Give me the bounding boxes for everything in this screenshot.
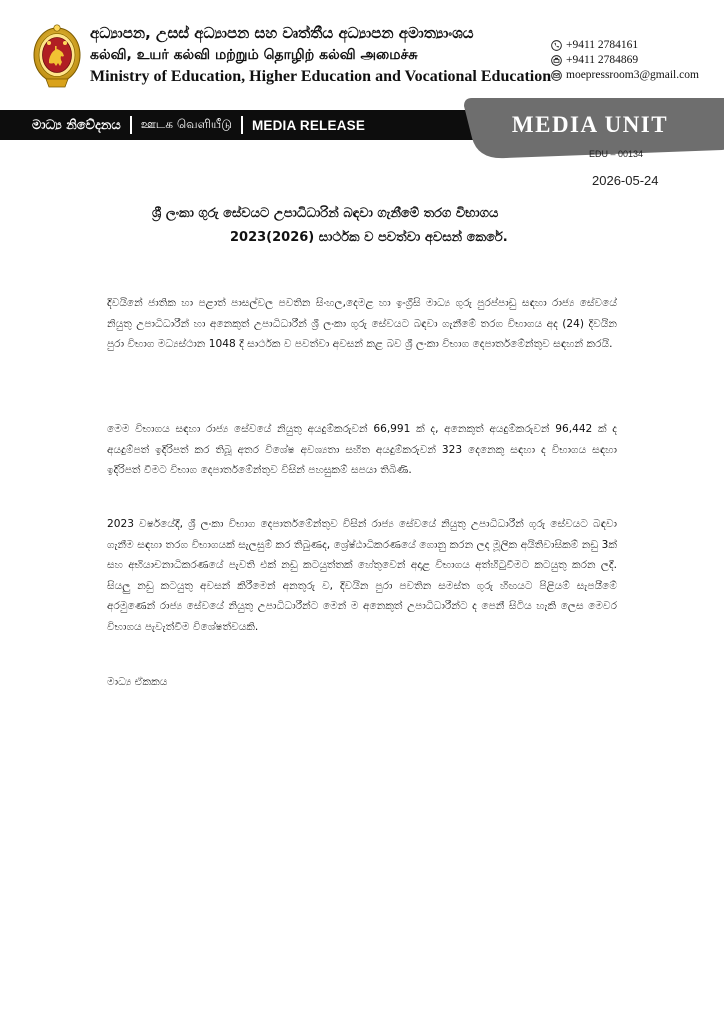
phone-icon: [551, 40, 562, 51]
media-unit-title: MEDIA UNIT: [511, 112, 669, 137]
fax-icon: [551, 55, 562, 66]
release-title-line-1: ශ්‍රී ලංකා ගුරු සේවයට උපාධිධාරින් බඳවා ගැනීමේ තරග විභාගය: [152, 206, 499, 221]
phone-contact[interactable]: [551, 38, 699, 53]
national-emblem-icon: [32, 24, 82, 92]
phone-number: +9411 2784161: [566, 39, 639, 51]
release-date: 2026-05-24: [592, 173, 659, 188]
email-address: moepressroom3@gmail.com: [566, 69, 699, 81]
divider: [241, 116, 243, 134]
contact-info: [551, 38, 699, 83]
ministry-name-block: [90, 22, 552, 88]
fax-number: +9411 2784869: [566, 54, 639, 66]
media-release-labels: [32, 110, 365, 140]
media-release-label-english: MEDIA RELEASE: [251, 117, 366, 133]
media-release-label-sinhala: මාධ්‍ය නිවේදනය: [32, 117, 121, 133]
ministry-name-english: Ministry of Education, Higher Education and Vocational Education: [90, 68, 552, 85]
email-icon: [551, 70, 562, 81]
release-title-line-2: 2023(2026) සාර්ථක ව පවත්වා අවසන් කෙරේ.: [230, 230, 508, 245]
reference-number: EDU – 00134: [589, 149, 644, 159]
ministry-name-sinhala: අධ්‍යාපන, උසස් අධ්‍යාපන සහ වෘත්තීය අධ්‍යාපන අමාත්‍යාංශය: [90, 24, 474, 42]
media-release-label-tamil: ஊடக வெளியீடு: [140, 117, 232, 131]
email-contact[interactable]: [551, 68, 699, 83]
divider: [130, 116, 132, 134]
body-paragraph-2: මෙම විභාගය සඳහා රාජ්‍ය සේවයේ නියුතු අයදුම්කරුවන් 66,991 ක් ද, අනෙකුත් අයදුම්කරුවන් 96,442 ක් ද අයදුම්පත් ඉදිරිපත් කර තිබූ අතර විශේෂ අවශ්‍යතා සහිත අයදුම්කරුවන් 323 දෙනෙකු සඳහා ද විභාගය සඳහා ඉදිරිපත් වීමට විභාග දෙපාර්තමේන්තුව විසින් පහසුකම් සපයා තිබිණි.: [107, 423, 617, 476]
fax-contact[interactable]: [551, 53, 699, 68]
signature-media-unit: මාධ්‍ය ඒකකය: [107, 676, 168, 688]
body-paragraph-3: 2023 වර්ෂයේදී, ශ්‍රී ලංකා විභාග දෙපාර්තමේන්තුව විසින් රාජ්‍ය සේවයේ නියුතු උපාධිධාරීන් ගුරු සේවයට බඳවා ගැනීම සඳහා තරග විභාගයක් සැලසුම් කර තිබුණද, ශ්‍රේෂ්ඨාධිකරණයේ ගොනු කරන ලද මූලික අයිතිවාසිකම් නඩු 3ක් සහ අභියාචනාධිකරණයේ පැවති එක් නඩු කටයුත්තක් හේතුවෙන් අදාළ විභාගය අත්හිටුවීමට කටයුතු කරන ලදී. සියලු නඩු කටයුතු අවසන් කිරීමෙන් අනතුරු ව, දිවයින පුරා පවතින සමස්ත ගුරු හිඟයට පිළියම් සැපයීමේ අරමුණෙන් රාජ්‍ය සේවයේ නියුතු උපාධිධාරීන්ට මෙන් ම අනෙකුත් උපාධිධාරීන්ට ද පෙනී සිටිය හැකි ලෙස මෙවර විභාගය පැවැත්වීම විශේෂත්වයකි.: [107, 518, 617, 633]
body-paragraph-1: දිවයිනේ ජාතික හා පළාත් පාසල්වල පවතින සිංහල,දෙමළ හා ඉංග්‍රීසි මාධ්‍ය ගුරු පුරප්පාඩු සඳහා රාජ්‍ය සේවයේ නියුතු උපාධිධාරීන් හා අනෙකුත් උපාධිධාරීන් ශ්‍රී ලංකා ගුරු සේවයට බඳවා ගැනීමේ තරග විභාගය අද (24) දිවයින පුරා විභාග මධ්‍යස්ථාන 1048 දී සාර්ථක ව පවත්වා අවසන් කළ බව ශ්‍රී ලංකා විභාග දෙපාර්තමේන්තුව සඳහන් කරයි.: [107, 297, 617, 350]
ministry-name-tamil: கல்வி, உயர் கல்வி மற்றும் தொழிற் கல்வி அமைச்சு: [90, 47, 418, 63]
letterhead: [0, 0, 724, 100]
